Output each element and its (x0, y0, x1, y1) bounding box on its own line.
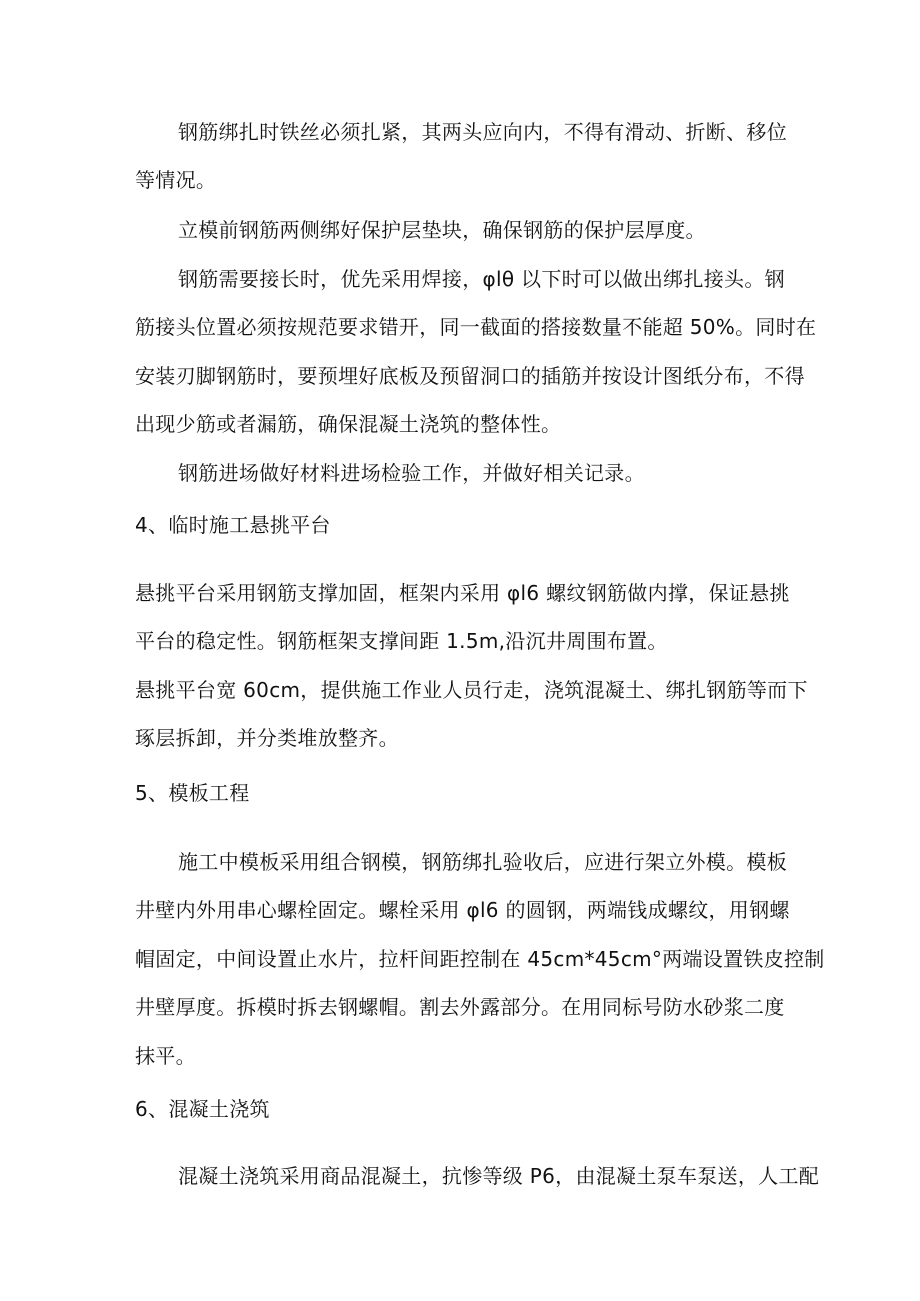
body-text-line: 钢筋进场做好材料进场检验工作，并做好相关记录。 (178, 461, 645, 485)
body-text-line: 抹平。 (135, 1044, 196, 1068)
body-text-line: 钢筋需要接长时，优先采用焊接，φlθ 以下时可以做出绑扎接头。钢 (178, 267, 785, 291)
section-heading: 5、模板工程 (135, 781, 250, 805)
body-text-line: 井壁厚度。拆模时拆去钢螺帽。割去外露部分。在用同标号防水砂浆二度 (135, 995, 785, 1019)
body-text-line: 钢筋绑扎时铁丝必须扎紧，其两头应向内，不得有滑动、折断、移位 (178, 120, 787, 144)
body-text-line: 琢层拆卸，并分类堆放整齐。 (135, 726, 399, 750)
body-text-line: 悬挑平台宽 60cm，提供施工作业人员行走，浇筑混凝土、绑扎钢筋等而下 (135, 678, 808, 702)
body-text-line: 立模前钢筋两侧绑好保护层垫块，确保钢筋的保护层厚度。 (178, 218, 706, 242)
body-text-line: 出现少筋或者漏筋，确保混凝土浇筑的整体性。 (135, 412, 562, 436)
body-text-line: 帽固定，中间设置止水片，拉杆间距控制在 45cm*45cm°两端设置铁皮控制 (135, 947, 825, 971)
body-text-line: 悬挑平台采用钢筋支撑加固，框架内采用 φl6 螺纹钢筋做内撑，保证悬挑 (135, 581, 790, 605)
body-text-line: 筋接头位置必须按规范要求错开，同一截面的搭接数量不能超 50%。同时在 (135, 315, 817, 339)
body-text-line: 平台的稳定性。钢筋框架支撑间距 1.5m,沿沉井周围布置。 (135, 629, 668, 653)
section-heading: 4、临时施工悬挑平台 (135, 513, 331, 537)
body-text-line: 混凝土浇筑采用商品混凝土，抗惨等级 P6，由混凝土泵车泵送，人工配 (178, 1164, 820, 1188)
body-text-line: 等情况。 (135, 168, 217, 192)
body-text-line: 安装刃脚钢筋时，要预埋好底板及预留洞口的插筋并按设计图纸分布，不得 (135, 364, 805, 388)
body-text-line: 井壁内外用串心螺栓固定。螺栓采用 φl6 的圆钢，两端钱成螺纹，用钢螺 (135, 898, 790, 922)
section-heading: 6、混凝土浇筑 (135, 1097, 270, 1121)
body-text-line: 施工中模板采用组合钢模，钢筋绑扎验收后，应进行架立外模。模板 (178, 850, 787, 874)
